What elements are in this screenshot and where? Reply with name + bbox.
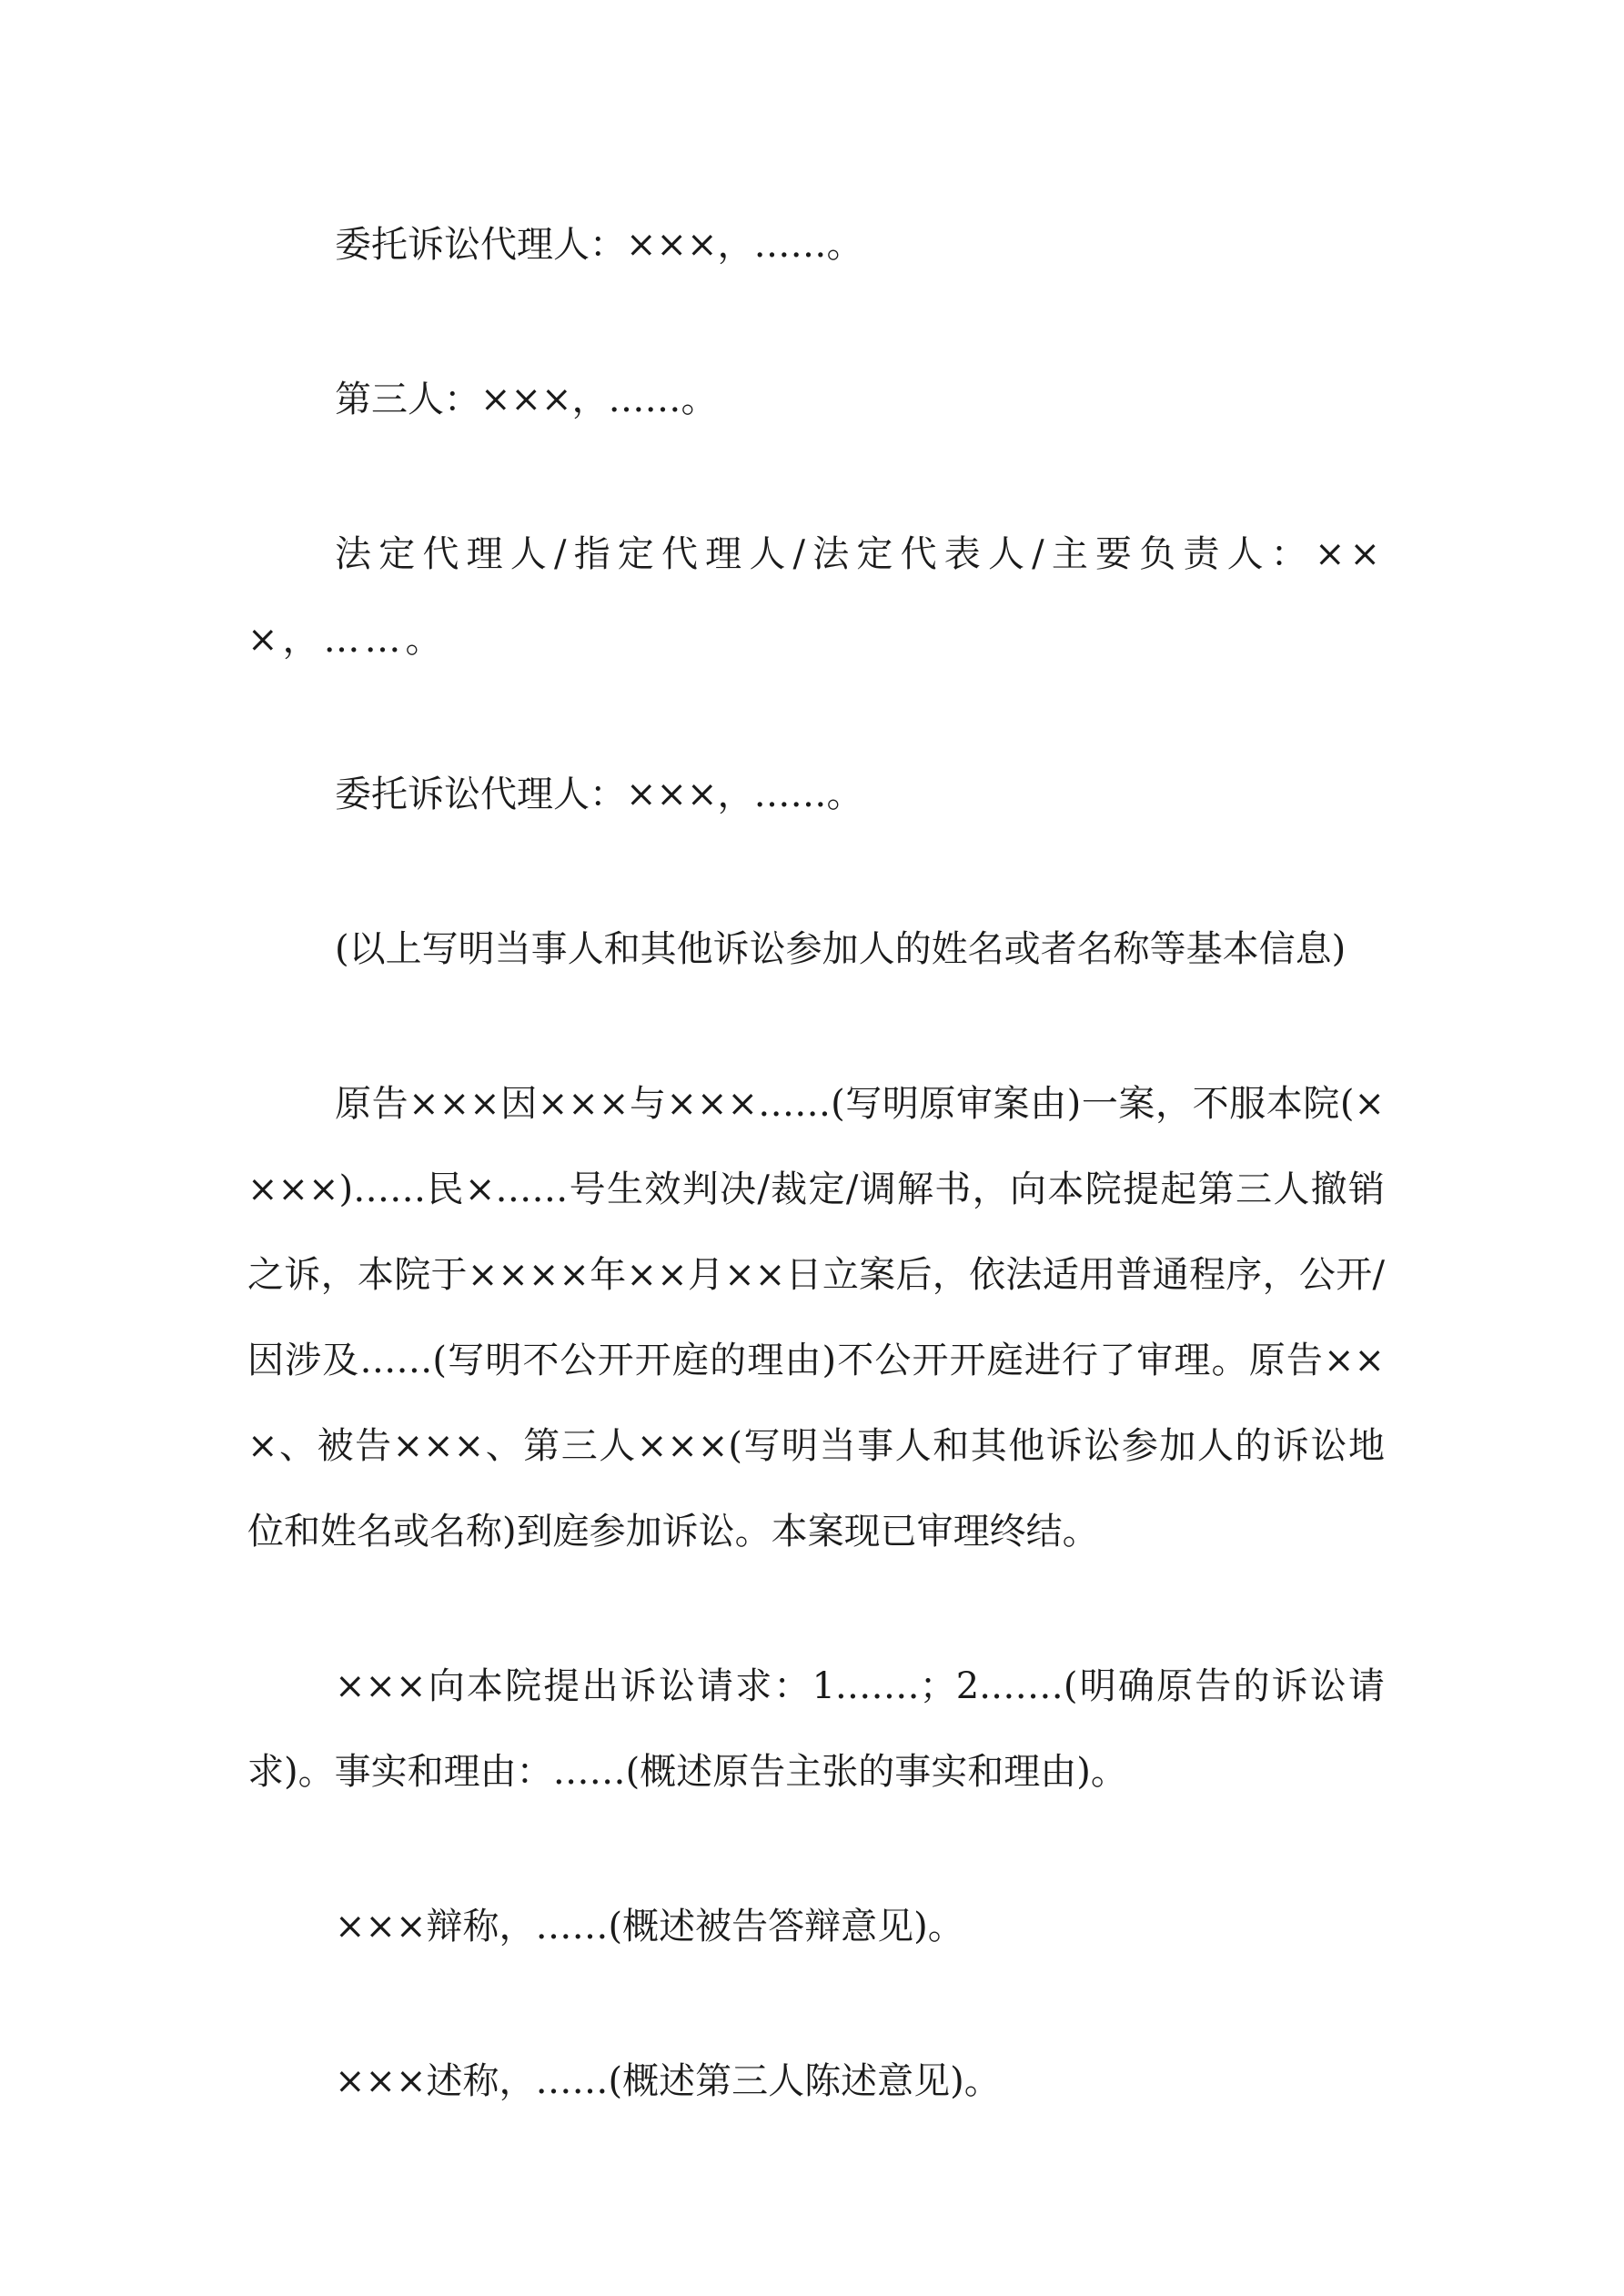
paragraph-third-party-statement: ×××述称，……(概述第三人陈述意见)。 [335,2060,1001,2102]
document-body [247,202,1385,2193]
paragraph-agent: 委托诉讼代理人：×××，……。 [335,224,863,266]
paragraph-legal-representative: 法定代理人/指定代理人/法定代表人/主要负责人：×××，……。 [247,533,1385,661]
paragraph-agent-2: 委托诉讼代理人：×××，……。 [335,774,863,815]
paragraph-third-party: 第三人：×××，……。 [335,379,718,420]
paragraph-defense: ×××辩称，……(概述被告答辩意见)。 [335,1906,964,1947]
paragraph-note: (以上写明当事人和其他诉讼参加人的姓名或者名称等基本信息) [335,928,1347,970]
paragraph-claims: ×××向本院提出诉讼请求：1.……；2.……(明确原告的诉讼请求)。事实和理由：……(概述原告主张的事实和理由)。 [247,1665,1385,1793]
paragraph-case-summary: 原告×××因×××与×××……(写明原审案由)一案，不服本院(××××)……民×……号生效判决/裁定/调解书，向本院提起第三人撤销之诉，本院于××××年××月××日立案后，依法适用普通程序，公开/因涉及……(写明不公开开庭的理由)不公开开庭进行了审理。原告×××、被告×××、第三人×××(写明当事人和其他诉讼参加人的诉讼地位和姓名或名称)到庭参加诉讼。本案现已审理终结。 [247,1083,1385,1553]
